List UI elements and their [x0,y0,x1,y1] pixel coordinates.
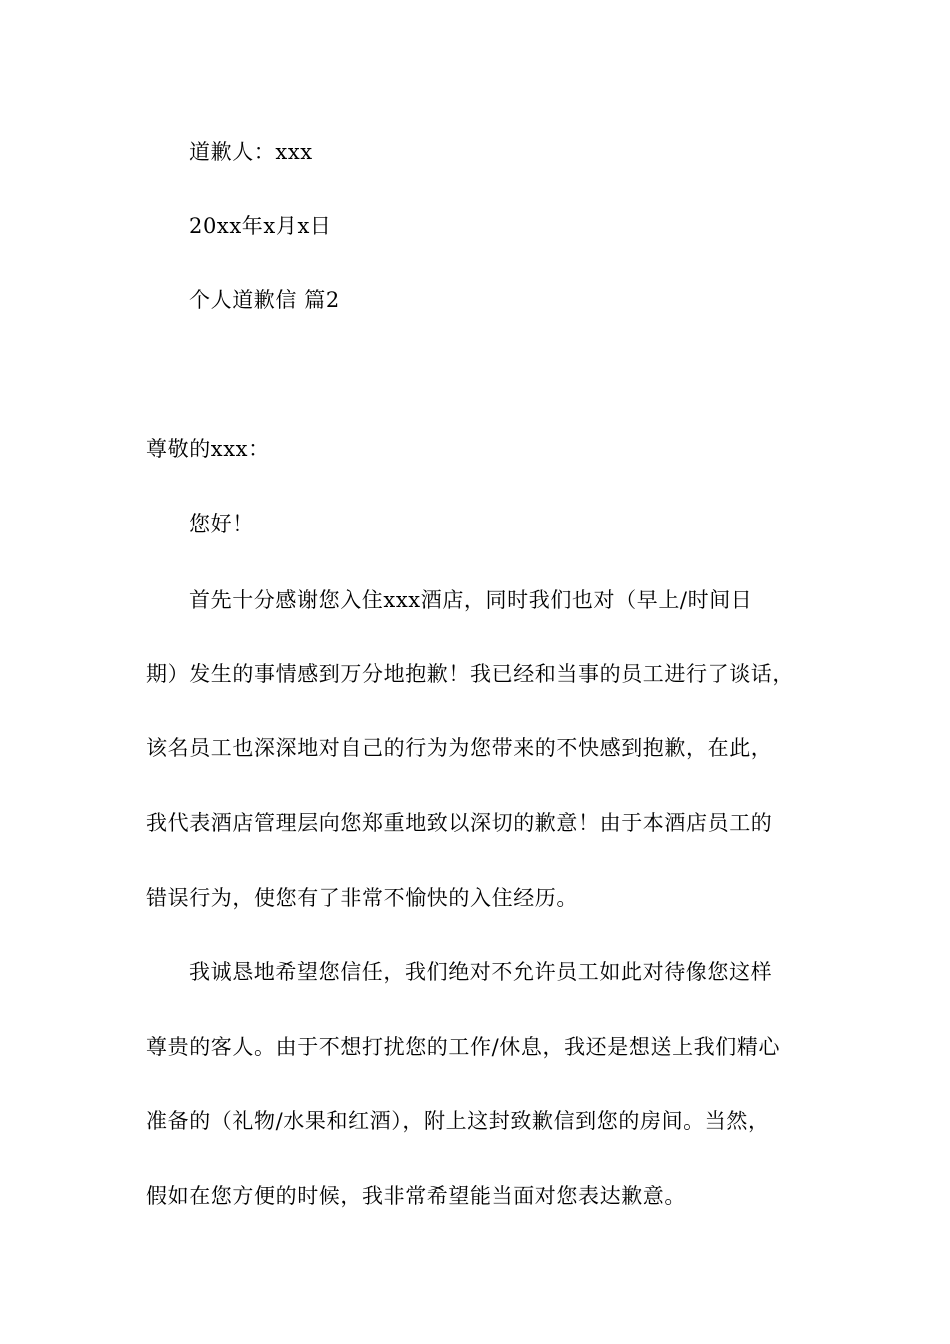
paragraph1-line-2: 期）发生的事情感到万分地抱歉！我已经和当事的员工进行了谈话， [146,662,794,686]
apologizer-line: 道歉人：xxx [189,140,313,164]
salutation: 尊敬的xxx： [146,437,270,461]
date-line: 20xx年x月x日 [189,214,332,238]
paragraph1-line-1: 首先十分感谢您入住xxx酒店，同时我们也对（早上/时间日 [189,588,753,612]
paragraph1-line-5: 错误行为，使您有了非常不愉快的入住经历。 [146,886,578,910]
paragraph1-line-3: 该名员工也深深地对自己的行为为您带来的不快感到抱歉，在此， [146,736,773,760]
paragraph2-line-4: 假如在您方便的时候，我非常希望能当面对您表达歉意。 [146,1184,686,1208]
paragraph2-line-1: 我诚恳地希望您信任，我们绝对不允许员工如此对待像您这样 [189,960,773,984]
paragraph2-line-2: 尊贵的客人。由于不想打扰您的工作/休息，我还是想送上我们精心 [146,1035,781,1059]
greeting: 您好！ [189,512,254,536]
paragraph2-line-3: 准备的（礼物/水果和红酒），附上这封致歉信到您的房间。当然， [146,1109,770,1133]
section-title: 个人道歉信 篇2 [189,288,340,312]
paragraph1-line-4: 我代表酒店管理层向您郑重地致以深切的歉意！由于本酒店员工的 [146,811,773,835]
